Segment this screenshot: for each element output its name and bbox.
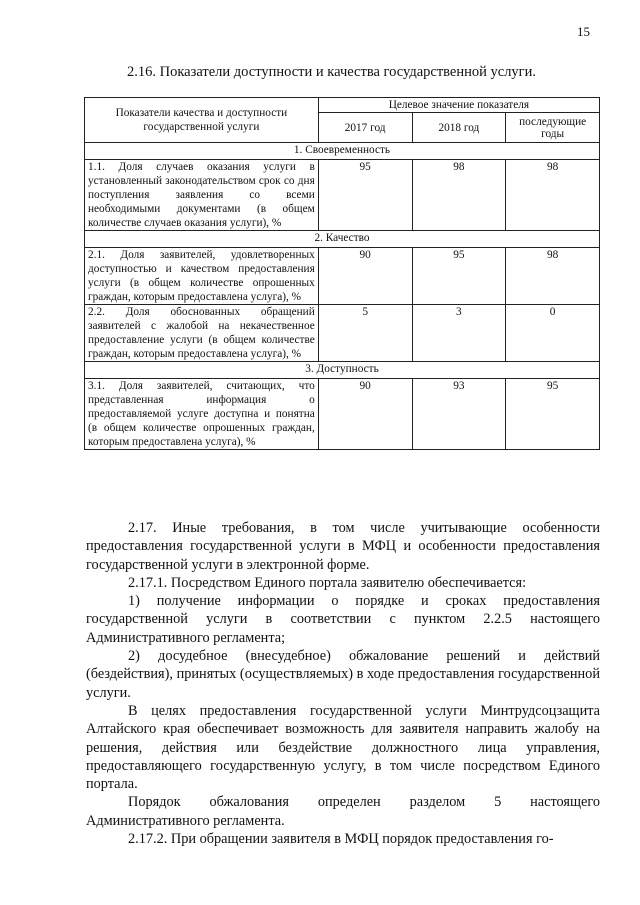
table-row bbox=[85, 305, 600, 362]
paragraph-item-2: 2) досудебное (внесудебное) обжалование решений и действий (бездействия), принятых (осуществляемых) в ходе предоставления государственной услуги. bbox=[86, 648, 600, 701]
group-row-timeliness bbox=[85, 143, 600, 160]
indicator-text: 2.1. Доля заявителей, удовлетворенных доступностью и качеством предоставления услуги (в общем количестве опрошенных граждан, которым предоставлена услуга), % bbox=[85, 248, 319, 305]
paragraph-2-17-2: 2.17.2. При обращении заявителя в МФЦ порядок предоставления го- bbox=[128, 831, 554, 848]
paragraph-complaint: В целях предоставления государственной услуги Минтрудсоцзащита Алтайского края обеспечивает возможность для заявителя направить жалобу на решения, действия или бездействие должностного лица управления, предоставляющего государственную услугу, в том числе посредством Единого портала. bbox=[86, 702, 600, 793]
paragraph-2-17: 2.17. Иные требования, в том числе учитывающие особенности предоставления государственной услуги в МФЦ и особенности предоставления государственной услуги в электронной форме. bbox=[86, 520, 600, 573]
header-year-later: последующие годы bbox=[506, 113, 600, 143]
table-row bbox=[85, 248, 600, 305]
group-title: 3. Доступность bbox=[85, 362, 600, 379]
section-title: 2.16. Показатели доступности и качества государственной услуги. bbox=[127, 64, 537, 80]
page-number: 15 bbox=[577, 24, 590, 39]
value-later: 95 bbox=[506, 379, 600, 450]
indicator-text: 1.1. Доля случаев оказания услуги в установленный законодательством срок со дня поступления заявления со всеми необходимыми документами (в общем количестве случаев оказания услуги), % bbox=[85, 160, 319, 231]
indicators-table bbox=[84, 97, 600, 450]
value-2017: 90 bbox=[318, 248, 412, 305]
group-title: 2. Качество bbox=[85, 231, 600, 248]
value-2018: 3 bbox=[412, 305, 506, 362]
indicator-text: 2.2. Доля обоснованных обращений заявителей с жалобой на некачественное предоставление услуги (в общем количестве граждан, которым предоставлена услуга), % bbox=[85, 305, 319, 362]
paragraph-appeal-procedure: Порядок обжалования определен разделом 5 настоящего Административного регламента. bbox=[86, 794, 600, 829]
group-row-accessibility bbox=[85, 362, 600, 379]
header-year-2017: 2017 год bbox=[318, 113, 412, 143]
value-2018: 98 bbox=[412, 160, 506, 231]
header-year-2018: 2018 год bbox=[412, 113, 506, 143]
value-2018: 95 bbox=[412, 248, 506, 305]
value-2017: 5 bbox=[318, 305, 412, 362]
group-title: 1. Своевременность bbox=[85, 143, 600, 160]
paragraph-item-1: 1) получение информации о порядке и сроках предоставления государственной услуги в соответствии с пунктом 2.2.5 настоящего Административного регламента; bbox=[86, 593, 600, 646]
value-2017: 95 bbox=[318, 160, 412, 231]
value-later: 98 bbox=[506, 248, 600, 305]
paragraph-2-17-1: 2.17.1. Посредством Единого портала заявителю обеспечивается: bbox=[128, 574, 527, 591]
value-2017: 90 bbox=[318, 379, 412, 450]
indicator-text: 3.1. Доля заявителей, считающих, что представленная информация о предоставляемой услуге доступна и понятна (в общем количестве опрошенных граждан, которым предоставлена услуга), % bbox=[85, 379, 319, 450]
header-target: Целевое значение показателя bbox=[318, 98, 599, 113]
body-text bbox=[86, 519, 600, 848]
header-indicator: Показатели качества и доступности государственной услуги bbox=[85, 98, 319, 143]
group-row-quality bbox=[85, 231, 600, 248]
table-row bbox=[85, 379, 600, 450]
table-row bbox=[85, 160, 600, 231]
value-later: 98 bbox=[506, 160, 600, 231]
value-later: 0 bbox=[506, 305, 600, 362]
value-2018: 93 bbox=[412, 379, 506, 450]
